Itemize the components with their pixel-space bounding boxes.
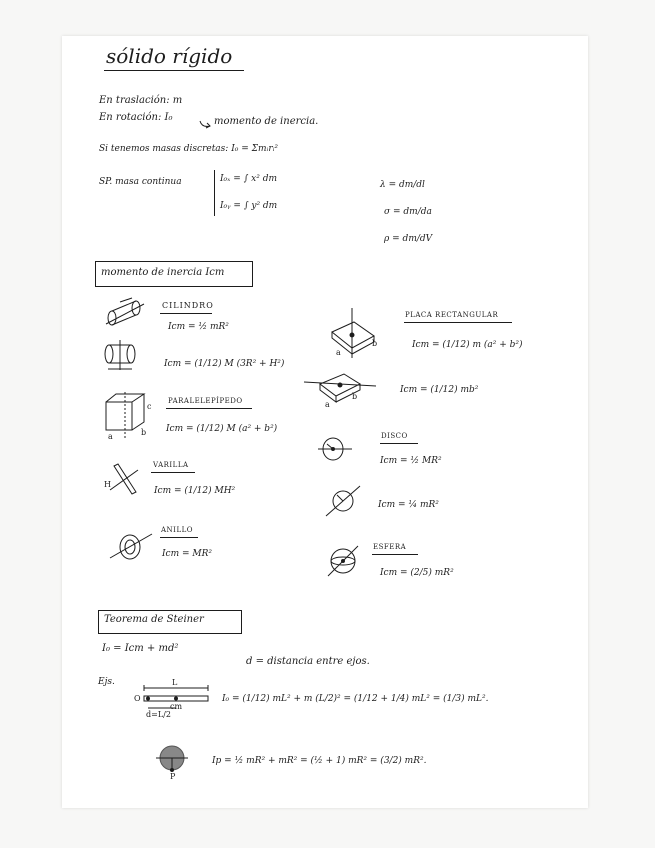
rho-density: ρ = dm/dV — [384, 234, 433, 244]
discrete-masses-line: Si tenemos masas discretas: I₀ = Σmᵢrᵢ² — [99, 144, 279, 154]
sphere-underline — [372, 554, 418, 555]
cylinder-icon — [106, 298, 146, 328]
page-title: sólido rígido — [106, 44, 233, 68]
title-underline — [104, 70, 244, 71]
disc-icon — [318, 434, 352, 464]
disc-diameter-icon — [326, 486, 360, 516]
plate-formula-1: Icm = (1/12) m (a² + b²) — [412, 340, 523, 350]
sphere-icon — [326, 544, 360, 578]
cylinder-formula-1: Icm = ½ mR² — [168, 322, 229, 332]
distance-note: d = distancia entre ejos. — [246, 656, 370, 667]
integral-bracket — [214, 170, 215, 216]
rod-label: VARILLA — [153, 461, 189, 469]
examples-label: Ejs. — [98, 677, 115, 687]
ring-formula: Icm = MR² — [162, 549, 212, 559]
rod-distance-label: d=L/2 — [146, 710, 171, 719]
plate-underline — [404, 322, 512, 323]
plate-in-plane-icon — [304, 368, 376, 404]
disc-formula-1: Icm = ½ MR² — [380, 456, 442, 466]
rod-underline — [151, 472, 195, 473]
lambda-density: λ = dm/dl — [380, 180, 425, 190]
box-c-label: c — [147, 402, 152, 411]
disc-underline — [380, 443, 418, 444]
ring-label: ANILLO — [161, 526, 193, 534]
point-p-label: P — [170, 772, 176, 781]
box-b-label: b — [141, 428, 147, 437]
plate-a-label: a — [336, 348, 341, 357]
cylinder-underline — [160, 313, 212, 314]
rod-h-label: H — [104, 480, 111, 489]
cylinder-label: CILINDRO — [162, 301, 214, 310]
ring-icon — [110, 530, 152, 564]
cylinder-formula-2: Icm = (1/12) M (3R² + H²) — [164, 359, 285, 369]
ring-underline — [160, 537, 198, 538]
rotation-line: En rotación: I₀ — [99, 112, 173, 123]
curved-arrow-icon — [198, 120, 214, 130]
inertia-note: momento de inercia. — [214, 116, 319, 127]
parallelepiped-formula: Icm = (1/12) M (a² + b²) — [166, 424, 278, 434]
rod-cm-label: cm — [170, 702, 183, 711]
plate-b-label: b — [372, 339, 378, 348]
parallelepiped-label: PARALELEPÍPEDO — [168, 397, 243, 405]
iox-formula: I₀ₓ = ∫ x² dm — [220, 174, 278, 184]
rod-formula: Icm = (1/12) MH² — [154, 486, 236, 496]
plate2-b-label: b — [352, 392, 358, 401]
ioy-formula: I₀ᵧ = ∫ y² dm — [220, 201, 278, 211]
steiner-section-title: Teorema de Steiner — [104, 614, 204, 625]
parallelepiped-underline — [166, 408, 252, 409]
steiner-example-1: I₀ = (1/12) mL² + m (L/2)² = (1/12 + 1/4) mL² = (1/3) mL². — [222, 694, 489, 704]
cylinder-transverse-icon — [104, 340, 140, 372]
sphere-label: ESFERA — [373, 543, 407, 551]
sigma-density: σ = dm/da — [384, 207, 432, 217]
plate-formula-2: Icm = (1/12) mb² — [400, 385, 479, 395]
rod-origin-label: O — [134, 694, 141, 703]
steiner-formula: I₀ = Icm + md² — [102, 643, 179, 654]
plate2-a-label: a — [325, 400, 330, 409]
box-a-label: a — [108, 432, 113, 441]
plate-label: PLACA RECTANGULAR — [405, 311, 499, 319]
rod-icon — [106, 464, 140, 498]
disc-formula-2: Icm = ¼ mR² — [378, 500, 439, 510]
continuous-mass-label: SP. masa continua — [99, 177, 182, 187]
steiner-example-2: Ip = ½ mR² + mR² = (½ + 1) mR² = (3/2) mR². — [212, 756, 427, 766]
rod-length-label: L — [172, 678, 178, 687]
sphere-formula: Icm = (2/5) mR² — [380, 568, 454, 578]
translation-line: En traslación: m — [99, 95, 183, 106]
rectangular-plate-icon — [326, 308, 382, 358]
disc-label: DISCO — [381, 432, 408, 440]
inertia-section-title: momento de inercia Icm — [101, 267, 225, 278]
